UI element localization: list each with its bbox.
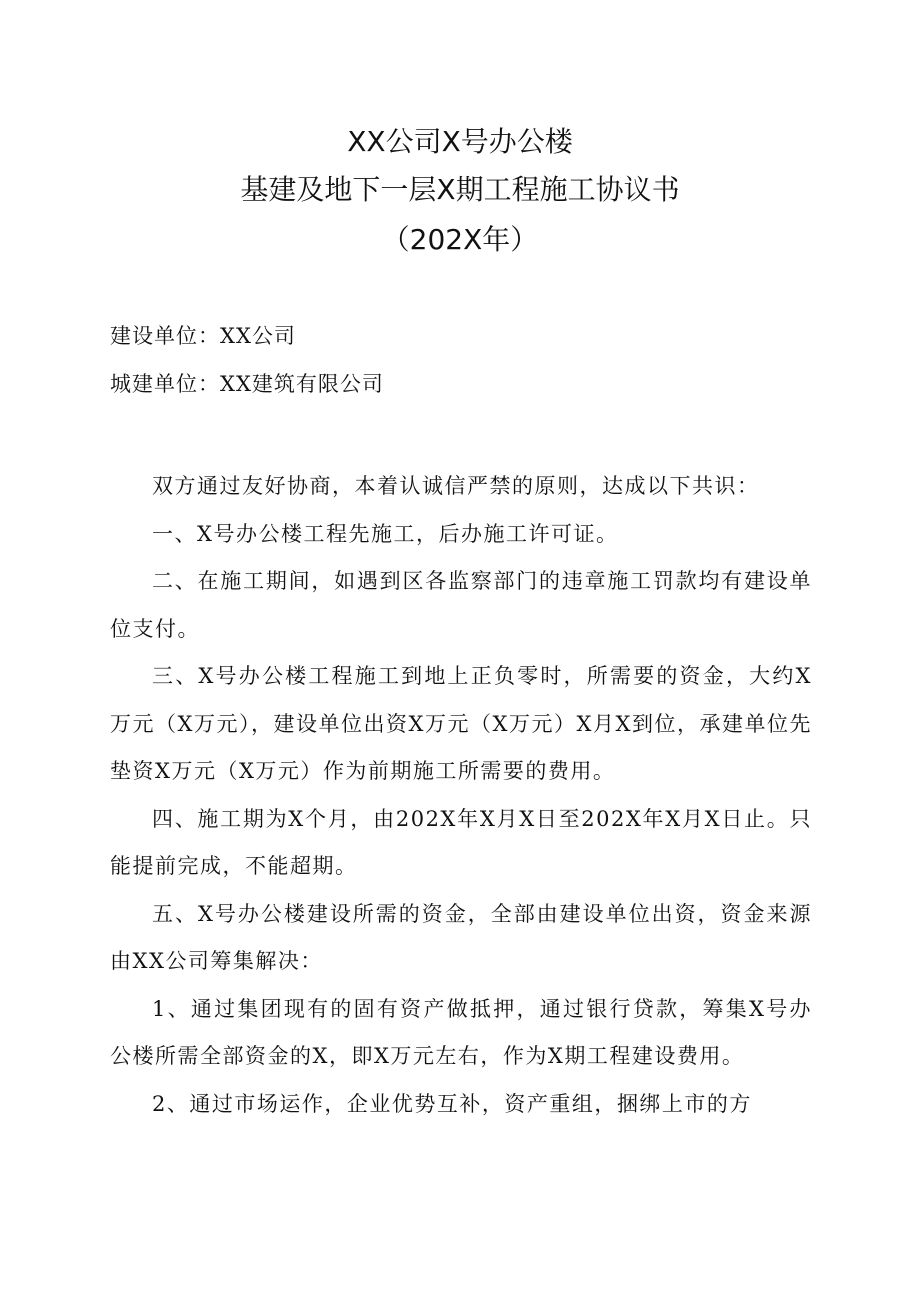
paragraph-subclause-2: 2、通过市场运作，企业优势互补，资产重组，捆绑上市的方 — [152, 1091, 752, 1116]
paragraph-intro: 双方通过友好协商，本着认诚信严禁的原则，达成以下共识： — [152, 474, 760, 498]
paragraph-clause-5: 五、X号办公楼建设所需的资金，全部由建设单位出资，资金来源由XX公司筹集解决： — [110, 901, 812, 973]
agreement-body — [110, 463, 812, 1128]
document-title-year: （202X年） — [381, 223, 539, 256]
builder-unit: 建设单位：XX公司 — [110, 324, 296, 348]
contractor-unit: 城建单位：XX建筑有限公司 — [110, 372, 384, 396]
document-title-line-2: 基建及地下一层X期工程施工协议书 — [240, 173, 680, 206]
paragraph-clause-2: 二、在施工期间，如遇到区各监察部门的违章施工罚款均有建设单位支付。 — [110, 569, 812, 641]
document-title-line-1: XX公司X号办公楼 — [347, 125, 573, 158]
paragraph-clause-4: 四、施工期为X个月，由202X年X月X日至202X年X月X日止。只能提前完成，不能超期。 — [110, 806, 812, 878]
paragraph-clause-3: 三、X号办公楼工程施工到地上正负零时，所需要的资金，大约X万元（X万元），建设单位出资X万元（X万元）X月X到位，承建单位先垫资X万元（X万元）作为前期施工所需要的费用。 — [110, 664, 812, 783]
paragraph-subclause-1: 1、通过集团现有的固有资产做抵押，通过银行贷款，筹集X号办公楼所需全部资金的X，即X万元左右，作为X期工程建设费用。 — [110, 996, 812, 1068]
paragraph-clause-1: 一、X号办公楼工程先施工，后办施工许可证。 — [152, 521, 619, 546]
